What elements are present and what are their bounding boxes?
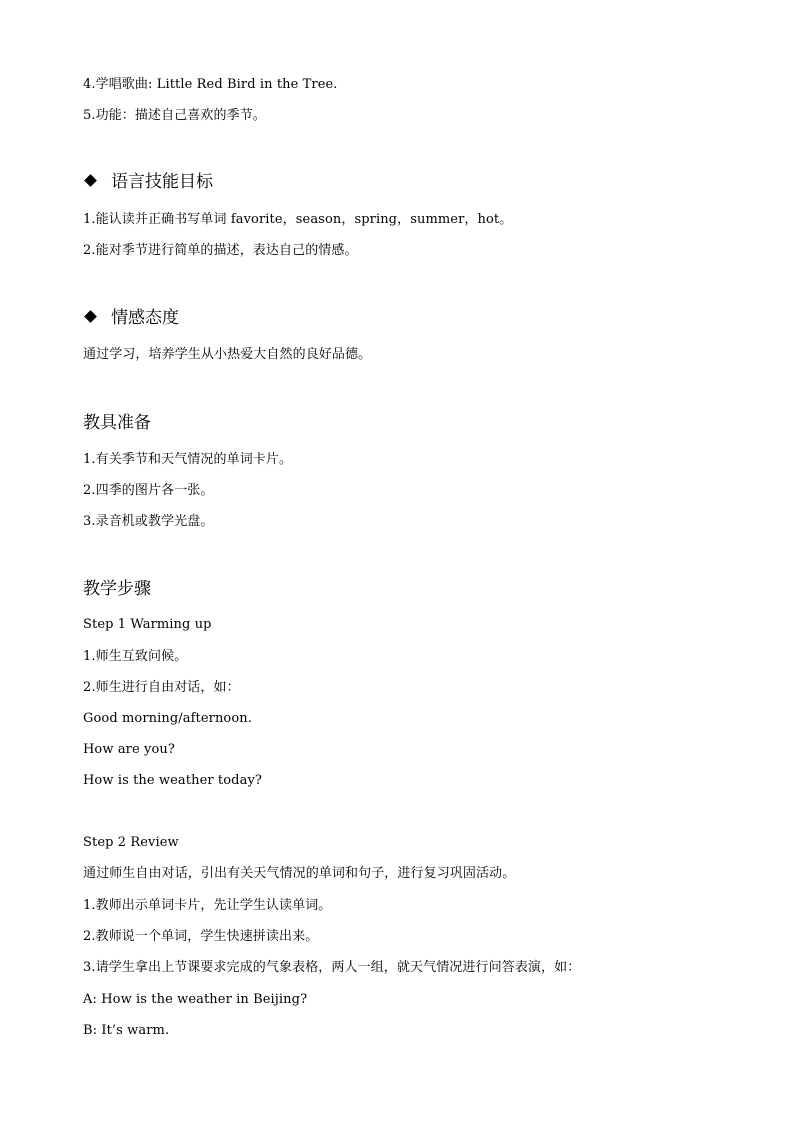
step2-line-1: 通过师生自由对话，引出有关天气情况的单词和句子，进行复习巩固活动。 (83, 866, 516, 881)
heading-text: 语言技能目标 (111, 172, 213, 192)
materials-line-1: 1.有关季节和天气情况的单词卡片。 (83, 452, 293, 467)
section-heading-steps: 教学步骤 (83, 579, 151, 599)
step1-line-3: Good morning/afternoon. (83, 711, 252, 726)
step1-line-4: How are you? (83, 742, 175, 757)
materials-line-2: 2.四季的图片各一张。 (83, 483, 214, 498)
step1-title: Step 1 Warming up (83, 617, 212, 632)
materials-line-3: 3.录音机或教学光盘。 (83, 514, 214, 529)
section-heading-skills (83, 172, 213, 192)
skills-line-1: 1.能认读并正确书写单词 favorite，season，spring，summer，hot。 (83, 212, 513, 227)
step1-line-1: 1.师生互致问候。 (83, 649, 188, 664)
step2-title: Step 2 Review (83, 835, 179, 850)
section-heading-attitude (83, 308, 179, 328)
step1-line-5: How is the weather today? (83, 773, 262, 788)
diamond-bullet-icon (83, 172, 97, 192)
attitude-line-1: 通过学习，培养学生从小热爱大自然的良好品德。 (83, 347, 372, 362)
step2-line-4: 3.请学生拿出上节课要求完成的气象表格，两人一组，就天气情况进行问答表演，如： (83, 960, 581, 975)
step2-line-2: 1.教师出示单词卡片，先让学生认读单词。 (83, 898, 332, 913)
step2-line-6: B: It’s warm. (83, 1023, 170, 1038)
step1-line-2: 2.师生进行自由对话，如： (83, 680, 240, 695)
skills-line-2: 2.能对季节进行简单的描述，表达自己的情感。 (83, 243, 358, 258)
section-heading-materials: 教具准备 (83, 413, 151, 433)
objective-line-4: 4.学唱歌曲: Little Red Bird in the Tree. (83, 77, 338, 92)
step2-line-5: A: How is the weather in Beijing? (83, 992, 308, 1007)
heading-text: 情感态度 (111, 308, 179, 328)
diamond-bullet-icon (83, 308, 97, 328)
objective-line-5: 5.功能：描述自己喜欢的季节。 (83, 108, 266, 123)
step2-line-3: 2.教师说一个单词，学生快速拼读出来。 (83, 929, 319, 944)
